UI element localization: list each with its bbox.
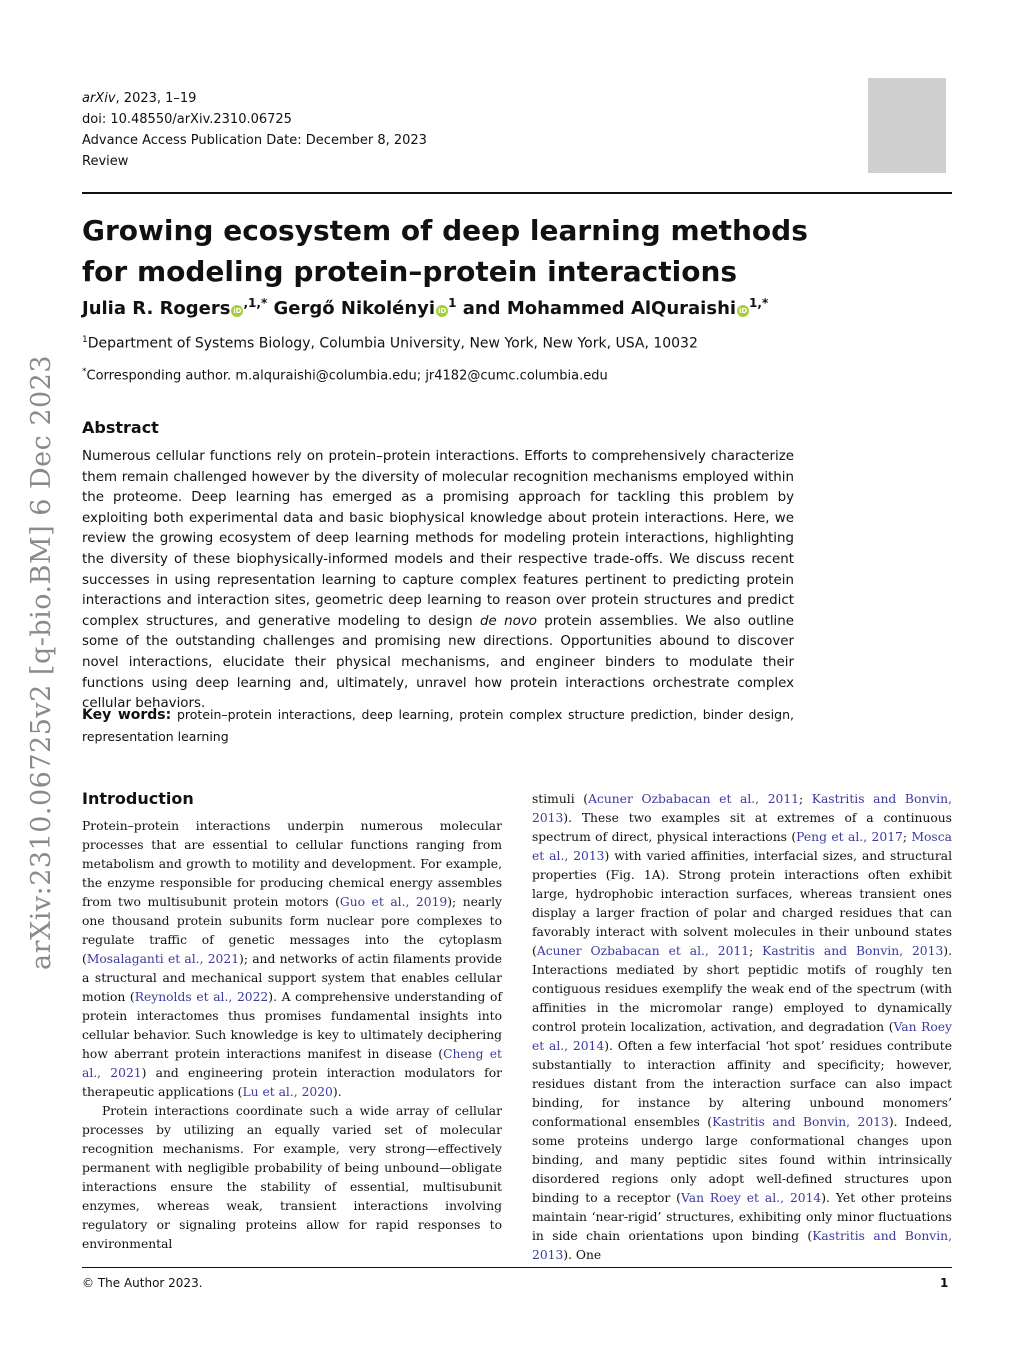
author-affil-mark: ,1,* bbox=[243, 296, 268, 310]
citation-link[interactable]: Van Roey et al., 2014 bbox=[532, 1020, 952, 1053]
orcid-icon[interactable]: iD bbox=[233, 307, 242, 315]
citation-link[interactable]: Peng et al., 2017 bbox=[796, 830, 903, 844]
body-text: ). Yet other proteins maintain ‘near-rigid’ structures, exhibiting only minor fluctuations in side chain orientations upon binding ( bbox=[532, 1191, 952, 1243]
orcid-icon[interactable]: iD bbox=[738, 307, 748, 315]
orcid-icon[interactable]: iD bbox=[437, 307, 447, 315]
doi[interactable]: doi: 10.48550/arXiv.2310.06725 bbox=[82, 112, 292, 127]
author-affil-mark: 1,* bbox=[749, 296, 769, 310]
author-name[interactable]: Gergő Nikolényi bbox=[273, 298, 436, 319]
corresponding-text: Corresponding author. m.alquraishi@columbia.edu; jr4182@cumc.columbia.edu bbox=[86, 368, 608, 384]
body-column-left bbox=[82, 817, 502, 1254]
body-text: stimuli ( bbox=[532, 792, 589, 806]
abstract-text-part: protein assemblies. We also outline some of the outstanding challenges and promising new directions. Opportunities abound to discover novel interactions, elucidate their physical mechanisms, and engineer binders to modulate their functions using deep learning and, ultimately, unravel how protein interactions orchestrate complex cellular behaviors. bbox=[82, 613, 794, 712]
copyright: © The Author 2023. bbox=[82, 1276, 203, 1290]
body-column-right bbox=[532, 790, 952, 1265]
body-text: ). One bbox=[563, 1248, 602, 1262]
journal-name: arXiv bbox=[82, 91, 116, 106]
citation-link[interactable]: Cheng et al., 2021 bbox=[82, 1047, 502, 1080]
affiliation-mark: 1 bbox=[82, 335, 88, 345]
publication-date: Advance Access Publication Date: December 8, 2023 bbox=[82, 133, 427, 148]
body-text: ; bbox=[799, 792, 812, 806]
citation-link[interactable]: Kastritis and Bonvin, 2013 bbox=[762, 944, 944, 958]
abstract-text bbox=[82, 447, 794, 715]
article-meta bbox=[82, 88, 427, 172]
body-text: ) with varied affinities, interfacial sizes, and structural properties (Fig. 1A). Strong protein interactions often exhibit large, hydrophobic interaction surfaces, whereas transient ones display a larger fraction of polar and charged residues that can favorably interact with solvent molecules in their unbound states ( bbox=[532, 849, 952, 958]
citation-link[interactable]: Kastritis and Bonvin, 2013 bbox=[532, 792, 952, 825]
affiliation bbox=[82, 335, 698, 352]
abstract-italic: de novo bbox=[480, 613, 537, 629]
author-joiner: and bbox=[456, 298, 507, 319]
citation-link[interactable]: Reynolds et al., 2022 bbox=[134, 990, 269, 1004]
journal-line bbox=[82, 88, 427, 109]
intro-paragraph-2 bbox=[82, 1102, 502, 1254]
keywords-text: protein–protein interactions, deep learning, protein complex structure prediction, binder design, representation learning bbox=[82, 707, 794, 744]
header-divider bbox=[82, 192, 952, 194]
citation-link[interactable]: Acuner Ozbabacan et al., 2011 bbox=[536, 944, 750, 958]
citation-link[interactable]: Van Roey et al., 2014 bbox=[680, 1191, 822, 1205]
body-text: ). A comprehensive understanding of protein interactomes thus promises fundamental insights into cellular behavior. Such knowledge is key to ultimately deciphering how aberrant protein interactions manifest in disease ( bbox=[82, 990, 503, 1061]
abstract-text-part: Numerous cellular functions rely on protein–protein interactions. Efforts to comprehensively characterize them remain challenged however by the diversity of molecular recognition mechanisms employed within the proteome. Deep learning has emerged as a promising approach for tackling this problem by exploiting both experimental data and basic biophysical knowledge about protein interactions. Here, we review the growing ecosystem of deep learning methods for modeling protein interactions, highlighting the diversity of these biophysically-informed models and their respective trade-offs. We discuss recent successes in using representation learning to capture complex features pertinent to predicting protein interactions and interaction sites, geometric deep learning to reason over protein structures and predict complex structures, and generative modeling to design bbox=[82, 449, 794, 629]
intro-paragraph-1 bbox=[82, 817, 502, 1102]
journal-volume: , 2023, 1–19 bbox=[115, 91, 197, 106]
body-text: ; bbox=[902, 830, 912, 844]
body-text: ). These two examples sit at extremes of a continuous spectrum of direct, physical interactions ( bbox=[532, 811, 952, 844]
author-affil-mark: 1 bbox=[448, 296, 457, 310]
abstract-heading: Abstract bbox=[82, 418, 159, 437]
citation-link[interactable]: Guo et al., 2019 bbox=[339, 895, 448, 909]
keywords-label: Key words: bbox=[82, 707, 172, 723]
body-text: ). Interactions mediated by short peptidic motifs of roughly ten contiguous residues exemplify the weak end of the spectrum (with affinities in the micromolar range) employed to dynamically control protein localization, activation, and degradation ( bbox=[532, 944, 952, 1034]
body-text: ) and engineering protein interaction modulators for therapeutic applications ( bbox=[82, 1066, 502, 1099]
keywords bbox=[82, 704, 794, 747]
citation-link[interactable]: Lu et al., 2020 bbox=[242, 1085, 333, 1099]
author-name[interactable]: Mohammed AlQuraishi bbox=[506, 298, 737, 319]
body-text: ; bbox=[749, 944, 763, 958]
corresponding-mark: * bbox=[82, 367, 87, 377]
body-text: ); and networks of actin filaments provide a structural and mechanical support system that enables cellular motion ( bbox=[82, 952, 502, 1004]
intro-paragraph-2-continued bbox=[532, 790, 952, 1265]
citation-link[interactable]: Kastritis and Bonvin, 2013 bbox=[532, 1229, 952, 1262]
arxiv-side-stamp: arXiv:2310.06725v2 [q-bio.BM] 6 Dec 2023 bbox=[26, 354, 57, 970]
body-text: Protein interactions coordinate such a wide array of cellular processes by utilizing an equally varied set of molecular recognition mechanisms. For example, very strong—effectively permanent with negligible probability of being unbound—obligate interactions ensure the stability of essential, multisubunit enzymes, whereas weak, transient interactions involving regulatory or signaling proteins allow for rapid responses to environmental bbox=[82, 1104, 502, 1251]
article-type: Review bbox=[82, 154, 129, 169]
body-text: ). Often a few interfacial ‘hot spot’ residues contribute substantially to interaction affinity and specificity; however, residues distant from the interaction surface can also impact binding, for instance by altering unbound monomers’ conformational ensembles ( bbox=[532, 1039, 952, 1129]
body-text: Protein–protein interactions underpin numerous molecular processes that are essential to cellular functions ranging from metabolism and growth to motility and development. For example, the enzyme responsible for producing chemical energy assembles from two multisubunit protein motors ( bbox=[82, 819, 502, 909]
citation-link[interactable]: Acuner Ozbabacan et al., 2011 bbox=[588, 792, 800, 806]
author-list bbox=[82, 296, 768, 319]
paper-title: Growing ecosystem of deep learning methods for modeling protein–protein interactions bbox=[82, 214, 808, 288]
affiliation-text: Department of Systems Biology, Columbia University, New York, New York, USA, 10032 bbox=[87, 335, 698, 352]
page-number: 1 bbox=[940, 1276, 949, 1290]
author-name[interactable]: Julia R. Rogers bbox=[82, 298, 231, 319]
introduction-heading: Introduction bbox=[82, 789, 194, 808]
citation-link[interactable]: Mosalaganti et al., 2021 bbox=[86, 952, 240, 966]
body-text: ). Indeed, some proteins undergo large conformational changes upon binding, and many peptidic sites found within intrinsically disordered regions only adopt well-defined structures upon binding to a receptor ( bbox=[532, 1115, 953, 1205]
citation-link[interactable]: Kastritis and Bonvin, 2013 bbox=[712, 1115, 889, 1129]
citation-link[interactable]: Mosca et al., 2013 bbox=[532, 830, 952, 863]
journal-logo-placeholder bbox=[868, 78, 946, 173]
body-text: ). bbox=[332, 1085, 342, 1099]
footer-divider bbox=[82, 1267, 952, 1268]
body-text: ); nearly one thousand protein subunits form nuclear pore complexes to regulate traffic of genetic messages into the cytoplasm ( bbox=[82, 895, 502, 966]
corresponding-author bbox=[82, 367, 608, 383]
